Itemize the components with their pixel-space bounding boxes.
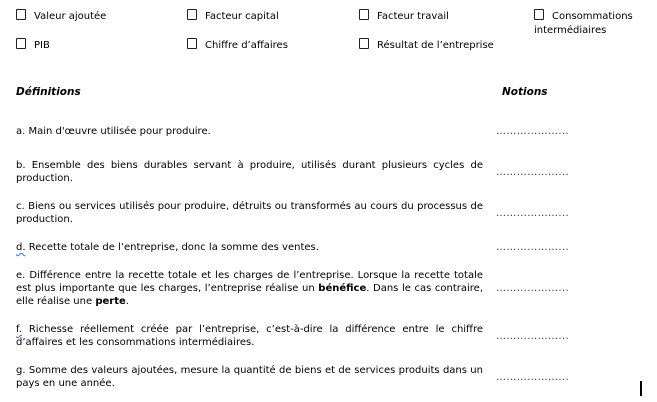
item-body: Richesse réellement créée par l’entreprise, c’est-à-dire la différence entre le chiffre d’affaires et les consommations intermédiaires. xyxy=(16,324,483,348)
term-label: Chiffre d’affaires xyxy=(205,40,288,51)
notion-answer-line[interactable]: ………………... xyxy=(496,207,570,219)
checkbox-icon[interactable] xyxy=(187,9,197,20)
term-label: Consommations intermédiaires xyxy=(534,11,633,36)
item-bold-perte: perte xyxy=(95,296,126,307)
term-option-facteur-travail[interactable] xyxy=(359,9,534,24)
checkbox-icon[interactable] xyxy=(359,38,369,49)
item-body: Somme des valeurs ajoutées, mesure la quantité de biens et de services produits dans un pays en une année. xyxy=(16,365,483,389)
item-letter: a. xyxy=(16,126,26,137)
definition-text xyxy=(16,241,483,254)
term-option-chiffre-daffaires[interactable] xyxy=(187,38,359,53)
checkbox-icon[interactable] xyxy=(16,38,26,49)
definition-text xyxy=(16,364,483,390)
item-body: Biens ou services utilisés pour produire, détruits ou transformés au cours du processus de production. xyxy=(16,201,483,225)
definition-row-f xyxy=(16,323,657,349)
item-body: Recette totale de l’entreprise, donc la somme des ventes. xyxy=(28,242,319,253)
notion-answer-line[interactable]: ………………... xyxy=(496,371,570,383)
definition-text xyxy=(16,125,483,138)
notion-answer-line[interactable]: ………………... xyxy=(496,126,570,137)
definition-row-a xyxy=(16,125,657,138)
notion-answer-line[interactable]: ………………... xyxy=(496,166,570,178)
notions-header: Notions xyxy=(502,86,548,98)
item-body-part: Différence entre la recette totale et les charges de l’entreprise. Lorsque la recette totale est plus importante que les charges, l’entreprise réalise un xyxy=(16,270,484,294)
definition-text xyxy=(16,269,483,308)
text-cursor xyxy=(640,381,642,396)
item-letter-grammar-squiggle: f. xyxy=(16,324,22,335)
item-letter: c. xyxy=(16,201,25,212)
notion-answer-line[interactable]: ………………... xyxy=(496,330,570,342)
definition-row-b xyxy=(16,159,657,185)
item-letter: g. xyxy=(16,365,26,376)
definition-text xyxy=(16,323,483,349)
notion-answer-line[interactable]: ………………... xyxy=(496,283,570,294)
item-letter: b. xyxy=(16,160,26,171)
checkbox-icon[interactable] xyxy=(16,9,26,20)
term-option-facteur-capital[interactable] xyxy=(187,9,359,24)
term-option-pib[interactable] xyxy=(16,38,187,53)
definition-row-e xyxy=(16,269,657,308)
checkbox-icon[interactable] xyxy=(187,38,197,49)
item-body: Main d'œuvre utilisée pour produire. xyxy=(28,126,211,137)
term-label: Facteur travail xyxy=(377,11,449,22)
definitions-header: Définitions xyxy=(16,86,81,98)
item-body-part: . Dans le cas contraire, elle réalise une xyxy=(16,283,484,307)
definition-row-c xyxy=(16,200,657,226)
item-letter-grammar-squiggle: d. xyxy=(16,242,26,253)
definition-text xyxy=(16,200,483,226)
notion-answer-line[interactable]: ………………... xyxy=(496,242,570,253)
checkbox-icon[interactable] xyxy=(534,9,544,20)
definitions-list xyxy=(16,125,657,390)
term-option-valeur-ajoutee[interactable] xyxy=(16,9,187,24)
term-label: Résultat de l’entreprise xyxy=(377,40,494,51)
column-headers xyxy=(16,86,657,99)
term-label: Facteur capital xyxy=(205,11,279,22)
item-bold-benefice: bénéfice xyxy=(318,283,367,294)
definition-text xyxy=(16,159,483,185)
item-letter: e. xyxy=(16,270,26,281)
term-label: PIB xyxy=(34,40,50,51)
term-option-resultat-entreprise[interactable] xyxy=(359,38,534,53)
term-label: Valeur ajoutée xyxy=(34,11,107,22)
item-body-part: . xyxy=(125,296,129,307)
term-word-bank xyxy=(16,9,657,53)
definition-row-d xyxy=(16,241,657,254)
item-body: Ensemble des biens durables servant à produire, utilisés durant plusieurs cycles de production. xyxy=(16,160,483,184)
definition-row-g xyxy=(16,364,657,390)
term-option-consommations-intermediaires[interactable] xyxy=(534,9,657,38)
checkbox-icon[interactable] xyxy=(359,9,369,20)
